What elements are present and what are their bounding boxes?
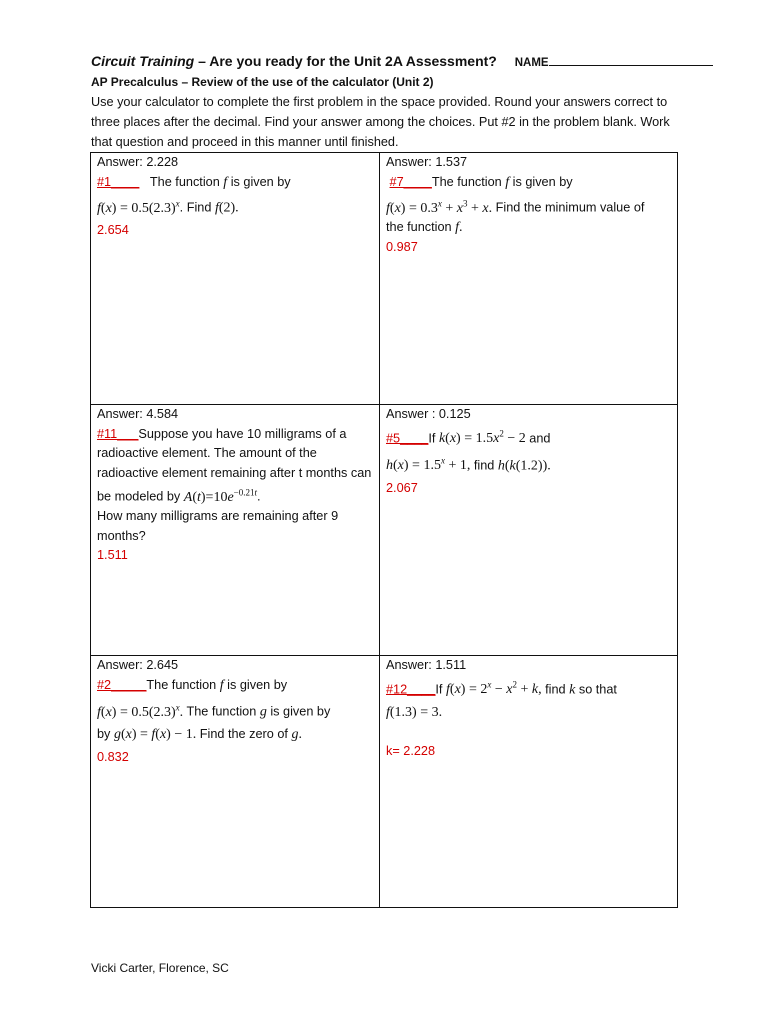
problem-cell-2: Answer: 2.645 #2_____The function f is given by $f(x) = 0.5(2.3)^x$. The function g is given by by g(x) = f(x) − 1. Find the zero of g. 0.832	[91, 656, 376, 767]
worked-result: k= 2.228	[386, 744, 436, 759]
answer-label: Answer: 4.584	[97, 407, 179, 421]
title-rest: – Are you ready for the Unit 2A Assessment?	[194, 53, 497, 69]
subtitle: AP Precalculus – Review of the use of the calculator (Unit 2)	[91, 75, 434, 89]
math-expression: $f(x) = 2^x - x^2 + k$,	[446, 679, 542, 698]
problem-number: #1____	[97, 174, 140, 189]
problem-text: The function	[146, 677, 220, 692]
math-expression: $A(t)=10e^{-0.21t}$	[183, 487, 258, 505]
answer-label: Answer: 2.228	[97, 155, 179, 169]
math-expression: $k(x) = 1.5x^2 - 2$	[438, 428, 526, 447]
instructions: Use your calculator to complete the first problem in the space provided. Round your answers correct to three places after the decimal. Find your answer among the choices. Put #2 in the problem blank. Work that question and proceed in this manner until finished.	[91, 95, 670, 149]
problem-text: If	[428, 431, 436, 446]
problem-cell-5: Answer : 0.125 #5____If $k(x) = 1.5x^2 - 2$ and $h(x) = 1.5^x + 1$, find h(k(1.2)). 2.067	[380, 405, 665, 498]
problem-cell-7: Answer: 1.537 #7____The function f is given by $f(x) = 0.3^x + x^3 + x$. Find the minimum value of the function f. 0.987	[380, 153, 665, 257]
title-circuit-training: Circuit Training	[91, 53, 195, 69]
problem-text: and	[525, 431, 551, 446]
problem-text: . Find	[179, 200, 215, 215]
problem-grid	[90, 152, 678, 908]
problem-text: The function	[149, 174, 224, 189]
math-expression: $f(x) = 0.5(2.3)^x$	[97, 198, 180, 216]
math-expression: $f(x) = 0.5(2.3)^x$.	[97, 702, 184, 720]
worked-result: 0.832	[97, 749, 129, 764]
problem-cell-1: Answer: 2.228 #1____ The function f is given by $f(x) = 0.5(2.3)^x$. Find f(2). 2.654	[91, 153, 376, 241]
problem-text: is given by	[223, 677, 288, 692]
math-expression: $f(x) = 0.3^x + x^3 + x$.	[386, 198, 493, 216]
answer-label: Answer: 1.537	[386, 155, 468, 169]
math-expression: $h(x) = 1.5^x + 1$,	[386, 455, 471, 474]
problem-cell-12: Answer: 1.511 #12____If $f(x) = 2^x - x^2 + k$, find k so that f(1.3) = 3. k= 2.228	[380, 656, 665, 762]
worked-result: 2.654	[97, 223, 129, 238]
problem-number: #11___	[97, 426, 139, 441]
worksheet-title	[91, 53, 713, 69]
math-expression: g(x) = f(x) − 1.	[113, 727, 197, 743]
problem-text: is given by	[266, 704, 331, 719]
problem-text: find	[541, 682, 570, 697]
problem-text: so that	[575, 682, 617, 697]
worked-result: 1.511	[97, 548, 128, 563]
problem-number: #12____	[386, 682, 436, 697]
problem-number: #7____	[389, 174, 432, 189]
answer-label: Answer : 0.125	[386, 407, 471, 421]
worked-result: 2.067	[386, 480, 418, 495]
footer-author: Vicki Carter, Florence, SC	[91, 961, 229, 975]
math-expression: f(1.3) = 3.	[386, 704, 443, 720]
name-blank-line	[549, 64, 713, 66]
name-label: NAME	[514, 57, 549, 69]
problem-text: If	[435, 682, 443, 697]
problem-text: The function	[183, 704, 260, 719]
problem-number: #2_____	[97, 677, 147, 692]
problem-text: is given by	[509, 174, 573, 189]
worked-result: 0.987	[386, 239, 418, 254]
problem-text: Find the zero of	[196, 727, 292, 742]
answer-label: Answer: 2.645	[97, 658, 179, 672]
problem-cell-11: Answer: 4.584 #11___Suppose you have 10 milligrams of a radioactive element. The amount of the radioactive element remaining after t months can be modeled by $A(t)=10e^{-0.21t}$. How many milligrams are remaining after 9 months? 1.511	[91, 405, 376, 566]
problem-text: The function	[431, 174, 506, 189]
problem-text: Find the minimum value of the function	[386, 200, 645, 235]
problem-text: is given by	[227, 174, 291, 189]
grid-vertical-divider	[379, 153, 380, 907]
problem-text: Suppose you have 10 milligrams of a radioactive element. The amount of the radioactive element remaining after t months can be modeled by	[97, 426, 372, 504]
problem-question: How many milligrams are remaining after 9 months?	[97, 509, 339, 543]
answer-label: Answer: 1.511	[386, 658, 467, 672]
problem-text: find	[470, 458, 498, 473]
problem-number: #5____	[386, 431, 429, 446]
